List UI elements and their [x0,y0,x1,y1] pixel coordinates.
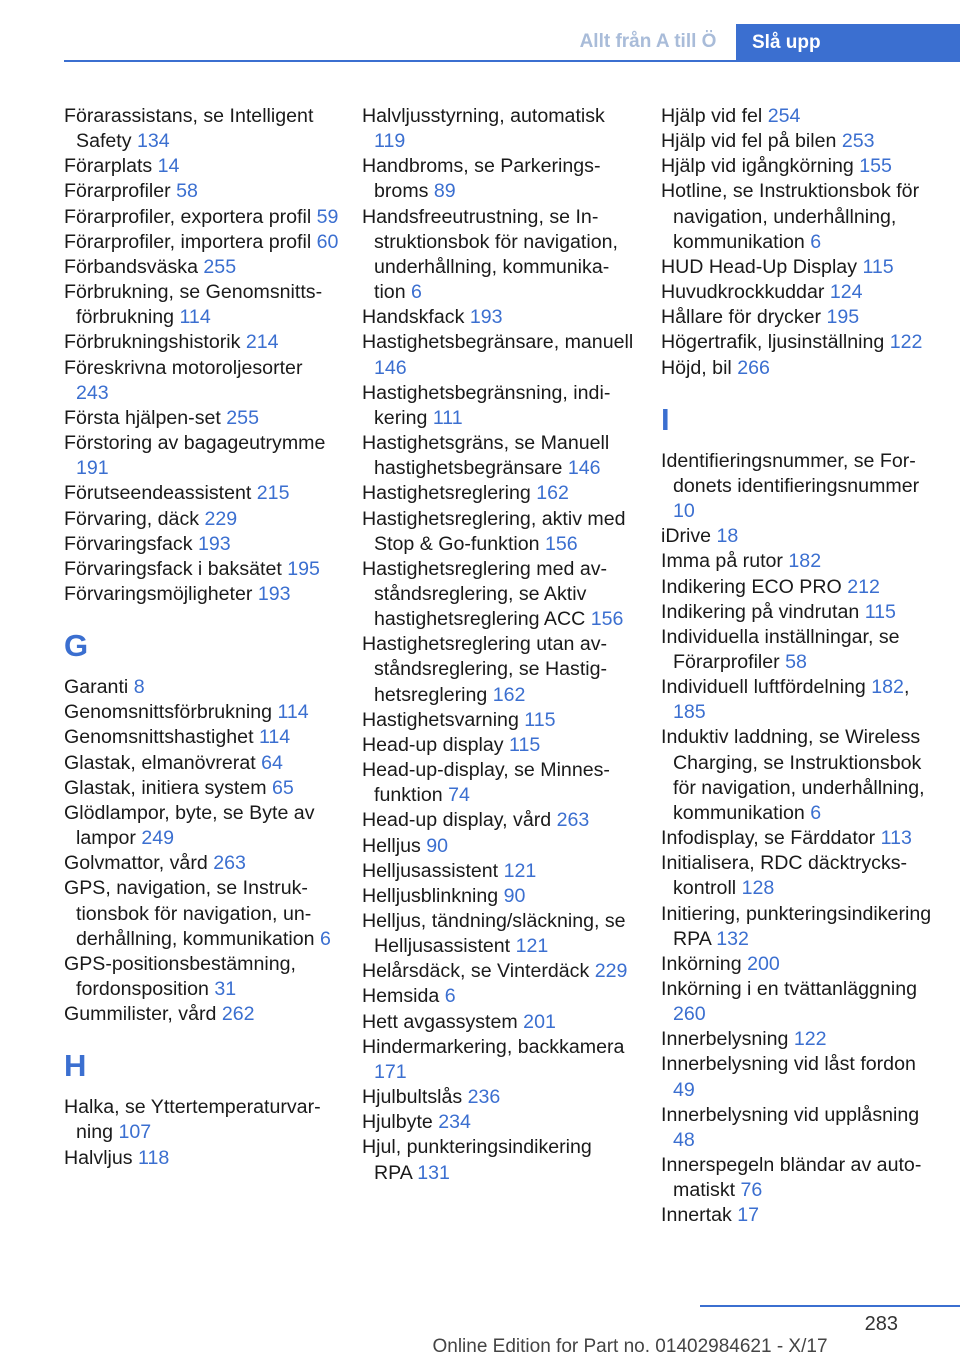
index-entry [64,952,339,1002]
index-entry-term: Innertak [661,1204,738,1227]
index-entry-term: Förbrukningshistorik [64,331,246,354]
page-link[interactable]: 236 [467,1086,501,1109]
index-entry [64,532,339,557]
index-entry [362,1135,634,1185]
page-link[interactable]: 119 [374,130,406,153]
index-entry-term: Helljus [362,834,427,857]
footer-rule [700,1305,960,1307]
page-link[interactable]: 132 [716,927,749,950]
index-entry-term: Inkörning i en tvättanläggning [661,978,917,1000]
index-entry-term: Hjälp vid igångkörning [661,155,860,178]
index-entry [64,205,339,230]
index-entry: Individuell luftfördelning 182, 185 [661,676,910,724]
section-letter: G [64,628,89,664]
page-link[interactable]: 59 [316,205,339,228]
index-entry-term: Helljusblinkning [362,884,504,907]
index-entry [362,733,634,758]
index-entry [362,431,634,481]
index-entry-term: Golvmattor, vård [64,852,214,875]
index-entry-term: GPS-positionsbestämning, fordonsposition [64,952,296,1000]
index-entry [64,230,339,255]
index-entry-term: Förarprofiler, importera profil [64,230,317,253]
index-entry-term: iDrive [661,525,717,548]
page-link[interactable]: 191 [76,457,109,480]
page-link[interactable]: 6 [411,281,422,304]
index-entry-term: Handbroms, se Parkeringsbroms [362,155,601,203]
index-entry-term: Head-up-display, se Minnesfunktion [362,759,610,807]
index-entry [661,104,936,129]
index-column-3 [661,104,936,1229]
index-entry-term: Hastighetsreglering, aktiv med Stop & Go-funktion [362,507,626,555]
index-entry-term: Gummilister, vård [64,1003,222,1026]
page-link[interactable]: 156 [545,532,578,555]
page-link[interactable]: 195 [826,306,860,329]
index-entry [64,851,339,876]
page-link[interactable]: 6 [810,230,822,253]
index-entry-term: Hastighetsbegränsning, indikering [362,381,611,429]
index-entry [661,356,936,381]
index-entry [661,977,936,1027]
page-link[interactable]: 185 [673,701,706,724]
index-entry [64,751,339,776]
index-entry-term: Garanti [64,676,134,699]
index-entry-term: Hastighetsvarning [362,708,525,731]
index-entry [362,1035,634,1085]
index-entry [661,575,936,600]
section-letter: I [661,401,670,437]
index-entry-term: Inkörning [661,952,748,975]
index-entry-term: Hastighetsreglering utan avståndsreglering, se Hastighetsreglering [362,633,608,706]
index-entry-term: Förarplats [64,155,158,178]
index-entry [661,154,936,179]
index-entry [64,280,339,330]
index-entry [64,406,339,431]
page-link[interactable]: 58 [785,650,807,673]
page-link[interactable]: 6 [319,927,331,950]
index-entry-term: Indikering på vindrutan [661,600,865,623]
index-entry [661,330,936,355]
page-link[interactable]: 113 [880,827,912,850]
index-entry-term: Förstoring av bagageutrymme [64,432,326,455]
index-entry [661,129,936,154]
index-entry-term: Innerbelysning vid låst fordon [661,1053,916,1076]
index-entry [661,1203,936,1228]
index-entry [64,725,339,750]
index-entry [362,909,634,959]
index-entry-term: Hemsida [362,985,445,1008]
index-entry-term: Förvaring, däck [64,507,205,530]
index-entry [661,280,936,305]
page-link[interactable]: 193 [469,306,503,329]
page-link[interactable]: 111 [432,406,463,429]
index-entry [661,826,936,851]
page-link[interactable]: 193 [257,582,291,605]
index-entry-term: Förvaringsmöjligheter [64,582,258,605]
page-link[interactable]: 146 [374,356,407,379]
index-entry [64,507,339,532]
page-link[interactable]: 8 [133,676,145,699]
index-entry-term: Halka, se Yttertemperaturvarning [64,1096,321,1144]
page-link[interactable]: 229 [204,507,238,530]
index-entry [362,330,634,380]
index-entry [64,179,339,204]
index-entry-term: Indikering ECO PRO [661,575,848,598]
page-link[interactable]: 134 [137,130,170,153]
page-link[interactable]: 74 [448,784,470,807]
index-entry [661,851,936,901]
index-entry [64,776,339,801]
page-link[interactable]: 115 [864,600,896,623]
page-link[interactable]: 122 [793,1028,827,1051]
page-link[interactable]: 58 [176,180,198,203]
index-entry-term: Hjälp vid fel [661,105,768,127]
edition-footer: Online Edition for Part no. 01402984621 - X/17 [432,1336,828,1357]
index-entry-term: Genomsnittsförbrukning [64,701,278,724]
page-link[interactable]: 243 [76,381,109,404]
page-link[interactable]: 182 [871,676,904,699]
index-entry-term: Innerspegeln bländar av automatiskt [661,1154,922,1202]
page-link[interactable]: 114 [179,306,211,329]
index-entry [64,876,339,951]
index-entry [64,801,339,851]
page-link[interactable]: 18 [716,525,739,548]
index-entry [64,1095,339,1145]
index-entry-term: Induktiv laddning, se Wireless Charging, se Instruktionsbok för navigation, underhållning, kommunikation [661,726,925,824]
index-entry [362,884,634,909]
index-entry [661,600,936,625]
index-entry-term: Glastak, initiera system [64,776,272,799]
index-entry [64,154,339,179]
index-entry [661,1027,936,1052]
section-letter: H [64,1048,87,1084]
index-entry-term: Förvaringsfack i baksätet [64,557,288,580]
index-entry-term: Individuella inställningar, se Förarprofiler [661,625,900,673]
index-entry [64,104,339,154]
index-entry [362,632,634,707]
page-link[interactable]: 107 [118,1121,152,1144]
index-entry-term: Föreskrivna motoroljesorter [64,356,303,379]
page-number: 283 [864,1313,898,1335]
page-link[interactable]: 115 [524,708,556,731]
index-entry-term: Höjd, bil [661,356,738,379]
index-entry [64,557,339,582]
index-entry [362,1085,634,1110]
index-entry-term: Hjul, punkteringsindikering RPA [362,1136,592,1184]
index-entry [362,758,634,808]
index-entry [661,1052,936,1102]
index-column-1 [64,104,339,1171]
page-link[interactable]: 90 [426,834,449,857]
index-entry-term: Hjulbyte [362,1111,439,1134]
index-entry-term: Hastighetsreglering [362,482,537,505]
index-entry-term: Hindermarkering, backkamera [362,1035,625,1058]
index-entry-term: Förarassistans, se Intelligent Safety [64,105,314,153]
index-entry-term: Handskfack [362,306,470,329]
index-entry [64,330,339,355]
index-entry-term: Förbandsväska [64,255,204,278]
index-entry [362,708,634,733]
index-entry [64,675,339,700]
index-entry [64,431,339,481]
page-link[interactable]: 171 [374,1060,407,1083]
index-entry-term: Head-up display [362,733,510,756]
index-entry-term: HUD Head-Up Display [661,255,863,278]
index-entry [661,524,936,549]
index-entry-term: Handsfreeutrustning, se Instruktionsbok för navigation, underhållning, kommunikation [362,205,618,304]
index-entry-term: Halvljusstyrning, automatisk [362,105,605,127]
page-link[interactable]: 124 [829,281,863,304]
index-entry [64,1002,339,1027]
page-link[interactable]: 89 [433,180,456,203]
page-link[interactable]: 262 [221,1003,255,1026]
index-entry-term: Individuell luftfördelning [661,676,872,699]
page-link[interactable]: 253 [841,130,875,153]
page-link[interactable]: 31 [214,978,237,1000]
page-link[interactable]: 212 [847,575,880,598]
page-link[interactable]: 60 [316,230,339,253]
page-link[interactable]: 162 [536,482,569,505]
page-link[interactable]: 115 [509,733,541,756]
index-entry [362,381,634,431]
index-entry-term: Initialisera, RDC däcktryckskontroll [661,852,908,900]
index-entry [362,808,634,833]
index-entry-term: Genomsnittshastighet [64,726,259,749]
index-entry [362,154,634,204]
index-entry [362,507,634,557]
tab-a-to-z[interactable]: Allt från A till Ö [579,31,717,52]
index-entry-term: Högertrafik, ljusinställning [661,331,890,354]
index-entry-term: Head-up display, vård [362,809,557,832]
index-entry-term: Hett avgassystem [362,1010,524,1033]
page-link[interactable]: 118 [138,1146,170,1169]
index-entry [64,356,339,406]
page-link[interactable]: 200 [747,952,780,975]
page-link[interactable]: 128 [741,877,775,900]
index-entry-term: Hjälp vid fel på bilen [661,130,842,153]
page-link[interactable]: 193 [197,532,231,555]
index-entry [362,984,634,1009]
index-entry [661,305,936,330]
page-link[interactable]: 201 [523,1010,556,1033]
index-entry [64,1146,339,1171]
page-link[interactable]: 214 [245,331,279,354]
index-entry-term: Hjulbultslås [362,1086,468,1109]
page-link[interactable]: 155 [859,155,892,178]
index-entry-term: Förvaringsfack [64,532,198,555]
index-entry [362,305,634,330]
page-link[interactable]: 6 [810,801,822,824]
index-entry-term: Identifieringsnummer, se Fordonets identifieringsnummer [661,449,920,497]
page-link[interactable]: 114 [258,726,291,749]
page-link[interactable]: 114 [277,701,309,724]
index-entry-term: Helljusassistent [362,859,504,882]
page-link[interactable]: 263 [213,852,246,875]
index-entry-term: Helljus, tändning/släckning, se Helljusassistent [362,910,626,958]
page-link[interactable]: 14 [157,155,180,178]
page-link[interactable]: 234 [438,1111,471,1134]
index-entry [661,1153,936,1203]
page-link[interactable]: 10 [673,500,695,523]
index-entry [362,104,634,154]
index-entry [362,481,634,506]
page-link[interactable]: 121 [515,935,549,958]
index-entry-term: Hotline, se Instruktionsbok för navigation, underhållning, kommunikation [661,180,920,253]
index-entry [64,255,339,280]
tab-lookup[interactable]: Slå upp [736,24,960,62]
page-link[interactable]: 255 [226,406,259,429]
page-link[interactable]: 64 [261,751,283,774]
page-link[interactable]: 65 [271,776,294,799]
index-entry-term: Infodisplay, se Färddator [661,827,881,850]
index-entry-term: Första hjälpen-set [64,406,227,429]
index-entry [362,205,634,306]
index-entry [362,1110,634,1135]
index-entry [661,179,936,254]
page-link[interactable]: 146 [567,457,601,480]
index-entry [362,557,634,632]
index-entry-term: Huvudkrockkuddar [661,281,830,304]
index-entry-term: Glastak, elmanövrerat [64,751,262,774]
index-entry [64,582,339,607]
index-entry-term: Hastighetsreglering med avståndsreglering, se Aktiv hastighetsreglering ACC [362,557,608,631]
index-entry [64,481,339,506]
index-entry-term: Hastighetsgräns, se Manuell hastighetsbegränsare [362,432,610,480]
page-link[interactable]: 162 [492,683,526,706]
index-entry [661,902,936,952]
index-entry [362,859,634,884]
index-entry-term: Halvljus [64,1146,139,1169]
index-entry-term: Initiering, punkteringsindikering RPA [661,902,932,950]
index-entry-term: Helårsdäck, se Vinterdäck [362,960,595,983]
page-link[interactable]: 255 [203,255,237,278]
page-link[interactable]: 90 [503,884,526,907]
index-entry [661,725,936,826]
index-entry-term: Förutseendeassistent [64,482,257,505]
index-entry [661,549,936,574]
index-entry [661,449,936,524]
page-link[interactable]: 17 [737,1204,760,1227]
index-entry-term: Förarprofiler [64,180,177,203]
index-entry-term: Förbrukning, se Genomsnittsförbrukning [64,281,323,329]
page-link[interactable]: 122 [889,331,923,354]
page-link[interactable]: 249 [141,827,175,850]
page-link[interactable]: 49 [673,1078,695,1101]
page-link[interactable]: 229 [594,960,628,983]
page-link[interactable]: 263 [556,809,590,832]
page-link[interactable]: 254 [767,105,801,127]
page-link[interactable]: 260 [673,1003,706,1026]
page-link[interactable]: 121 [503,859,537,882]
index-entry-term: Imma på rutor [661,550,789,573]
index-entry-term: Glödlampor, byte, se Byte av lampor [64,801,315,850]
index-entry-term: GPS, navigation, se Instruktionsbok för navigation, underhållning, kommunikation [64,877,320,950]
page-link[interactable]: 266 [737,356,770,379]
index-entry [661,255,936,280]
page-link[interactable]: 182 [788,550,822,573]
index-entry-term: Förarprofiler, exportera profil [64,205,317,228]
page-link[interactable]: 215 [256,482,290,505]
index-column-2 [362,104,634,1186]
index-entry [661,1103,936,1153]
index-entry-term: Innerbelysning [661,1028,794,1051]
index-entry [362,834,634,859]
index-entry [362,1010,634,1035]
index-entry-term: Innerbelysning vid upplåsning [661,1103,920,1126]
page-link[interactable]: 48 [673,1128,695,1151]
page-link[interactable]: 76 [740,1179,763,1202]
index-entry [661,952,936,977]
index-entry-term: Hållare för drycker [661,306,827,329]
page-link[interactable]: 131 [417,1161,450,1184]
page-link[interactable]: 6 [444,985,456,1008]
index-entry [64,700,339,725]
index-entry [362,959,634,984]
page-link[interactable]: 195 [287,557,320,580]
page-link[interactable]: 156 [590,608,624,631]
page-link[interactable]: 115 [862,255,894,278]
index-entry [661,625,936,675]
index-entry-term: Hastighetsbegränsare, manuell [362,331,634,354]
